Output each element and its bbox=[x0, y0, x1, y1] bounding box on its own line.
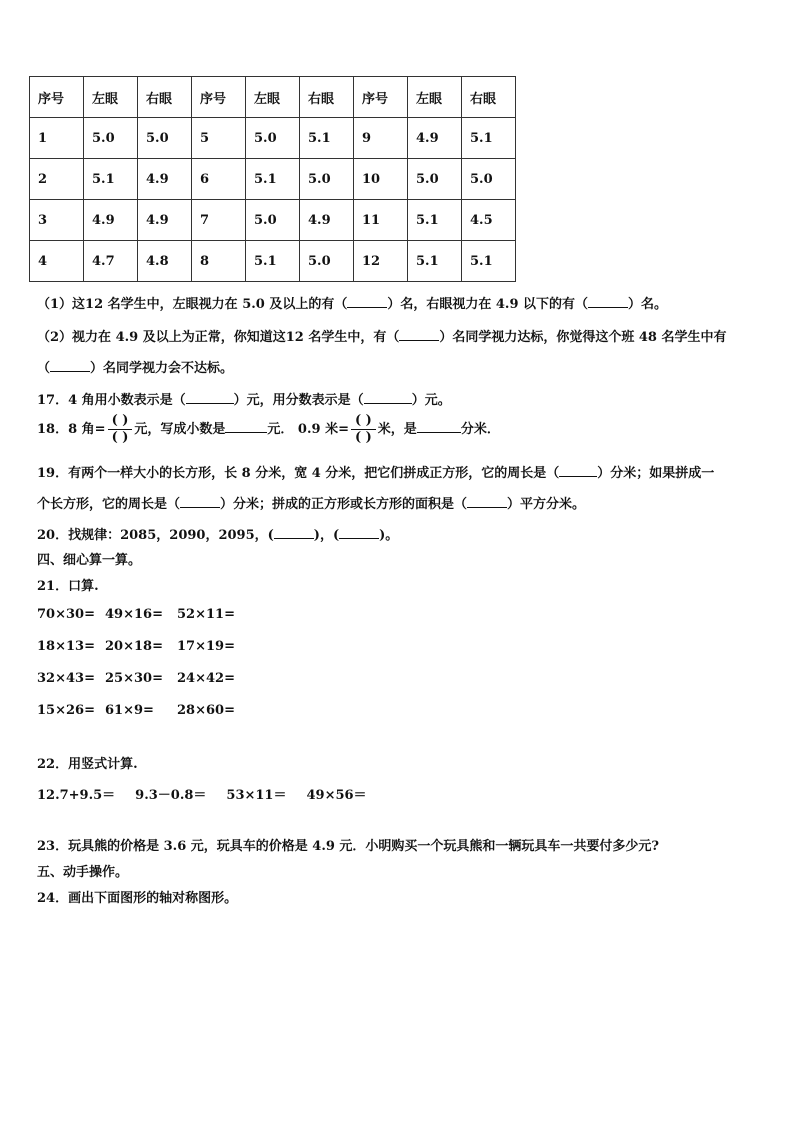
q16-p2-text-a: （2）视力在 4.9 及以上为正常，你知道这12 名学生中，有（ bbox=[37, 330, 400, 345]
q21-title: 21．口算. bbox=[37, 579, 99, 594]
table-cell: 4.5 bbox=[462, 200, 516, 241]
q17-text-b: ）元，用分数表示是（ bbox=[233, 393, 364, 408]
q16-p2-text-d: ）名同学视力会不达标。 bbox=[90, 361, 234, 376]
vision-table-body bbox=[30, 77, 516, 282]
table-row bbox=[30, 118, 516, 159]
q18-text-d: 米，是 bbox=[377, 422, 417, 437]
table-cell: 4.9 bbox=[138, 200, 192, 241]
table-cell: 4.7 bbox=[84, 241, 138, 282]
table-cell: 7 bbox=[192, 200, 246, 241]
vision-table bbox=[29, 76, 516, 282]
table-cell: 12 bbox=[354, 241, 408, 282]
mental-math-item: 17×19= bbox=[177, 639, 235, 654]
mental-math-item: 32×43= bbox=[37, 671, 95, 686]
q18-text-c: 元． 0.9 米= bbox=[267, 422, 349, 437]
table-cell: 5.1 bbox=[462, 241, 516, 282]
mental-math-item: 52×11= bbox=[177, 607, 235, 622]
table-cell: 6 bbox=[192, 159, 246, 200]
q20-text-a: 20．找规律：2085，2090，2095，( bbox=[37, 528, 274, 543]
fraction[interactable] bbox=[351, 413, 376, 446]
table-cell: 3 bbox=[30, 200, 84, 241]
mental-math-item: 24×42= bbox=[177, 671, 235, 686]
q19-text-e: ）平方分米。 bbox=[507, 497, 586, 512]
table-row bbox=[30, 241, 516, 282]
table-cell: 5.0 bbox=[84, 118, 138, 159]
answer-blank[interactable] bbox=[417, 420, 461, 433]
table-header-row bbox=[30, 77, 516, 118]
q16-p2-text-b: ）名同学视力达标，你觉得这个班 48 名学生中有 bbox=[439, 330, 727, 345]
answer-blank[interactable] bbox=[467, 495, 507, 508]
table-cell: 5.0 bbox=[300, 159, 354, 200]
fraction[interactable] bbox=[108, 413, 133, 446]
table-cell: 5.0 bbox=[300, 241, 354, 282]
table-header-cell: 右眼 bbox=[138, 77, 192, 118]
mental-math-item: 25×30= bbox=[105, 671, 163, 686]
table-cell: 5.1 bbox=[462, 118, 516, 159]
table-cell: 9 bbox=[354, 118, 408, 159]
fraction-numerator: ( ) bbox=[351, 413, 376, 430]
answer-blank[interactable] bbox=[559, 464, 597, 477]
table-cell: 4.9 bbox=[408, 118, 462, 159]
table-cell: 10 bbox=[354, 159, 408, 200]
table-cell: 1 bbox=[30, 118, 84, 159]
section-5-heading: 五、动手操作。 bbox=[37, 865, 129, 880]
mental-math-item: 15×26= bbox=[37, 703, 95, 718]
q24: 24．画出下面图形的轴对称图形。 bbox=[37, 891, 238, 906]
mental-math-item: 49×16= bbox=[105, 607, 163, 622]
table-header-cell: 右眼 bbox=[462, 77, 516, 118]
calc-item: 53×11＝ bbox=[226, 788, 287, 803]
calc-item: 12.7+9.5＝ bbox=[37, 788, 116, 803]
q22-title: 22．用竖式计算. bbox=[37, 757, 138, 772]
table-header-cell: 序号 bbox=[30, 77, 84, 118]
q19-line1 bbox=[37, 462, 714, 481]
table-cell: 5.0 bbox=[138, 118, 192, 159]
q19-line2 bbox=[37, 493, 585, 512]
q19-text-c: 个长方形，它的周长是（ bbox=[37, 497, 181, 512]
calc-item: 9.3－0.8＝ bbox=[135, 788, 207, 803]
table-cell: 4.9 bbox=[84, 200, 138, 241]
mental-math-item: 18×13= bbox=[37, 639, 95, 654]
table-cell: 5.1 bbox=[246, 159, 300, 200]
q20-text-c: )。 bbox=[379, 528, 399, 543]
q16-p2-text-c: （ bbox=[37, 361, 51, 376]
q16-p1-text-a: （1）这12 名学生中，左眼视力在 5.0 及以上的有（ bbox=[37, 297, 348, 312]
table-cell: 5 bbox=[192, 118, 246, 159]
answer-blank[interactable] bbox=[364, 391, 412, 404]
table-cell: 5.1 bbox=[84, 159, 138, 200]
q18-text-a: 18．8 角= bbox=[37, 422, 106, 437]
q23: 23．玩具熊的价格是 3.6 元，玩具车的价格是 4.9 元．小明购买一个玩具熊和一辆玩具车一共要付多少元? bbox=[37, 839, 660, 854]
q17 bbox=[37, 389, 451, 408]
table-cell: 4.8 bbox=[138, 241, 192, 282]
fraction-denominator: ( ) bbox=[111, 430, 129, 445]
q17-text-a: 17．4 角用小数表示是（ bbox=[37, 393, 186, 408]
mental-math-item: 70×30= bbox=[37, 607, 95, 622]
table-header-cell: 序号 bbox=[354, 77, 408, 118]
table-cell: 4.9 bbox=[138, 159, 192, 200]
q19-text-a: 19．有两个一样大小的长方形，长 8 分米，宽 4 分米，把它们拼成正方形，它的周长是（ bbox=[37, 466, 560, 481]
table-cell: 8 bbox=[192, 241, 246, 282]
table-cell: 11 bbox=[354, 200, 408, 241]
fraction-numerator: ( ) bbox=[108, 413, 133, 430]
q18-text-e: 分米． bbox=[460, 422, 500, 437]
q16-part1 bbox=[37, 293, 667, 312]
table-header-cell: 左眼 bbox=[408, 77, 462, 118]
mental-math-item: 28×60= bbox=[177, 703, 235, 718]
q20 bbox=[37, 524, 398, 543]
answer-blank[interactable] bbox=[274, 526, 314, 539]
calc-item: 49×56＝ bbox=[306, 788, 367, 803]
answer-blank[interactable] bbox=[339, 526, 379, 539]
answer-blank[interactable] bbox=[186, 391, 234, 404]
written-calc-row bbox=[37, 784, 367, 803]
q16-p1-text-c: ）名。 bbox=[628, 297, 668, 312]
q18-text-b: 元，写成小数是 bbox=[134, 422, 226, 437]
table-header-cell: 序号 bbox=[192, 77, 246, 118]
table-header-cell: 左眼 bbox=[84, 77, 138, 118]
table-cell: 4 bbox=[30, 241, 84, 282]
answer-blank[interactable] bbox=[588, 295, 628, 308]
mental-math-item: 20×18= bbox=[105, 639, 163, 654]
q20-text-b: )，( bbox=[313, 528, 340, 543]
answer-blank[interactable] bbox=[180, 495, 220, 508]
q19-text-b: ）分米；如果拼成一 bbox=[597, 466, 715, 481]
q16-part2-line2 bbox=[37, 357, 233, 376]
table-cell: 2 bbox=[30, 159, 84, 200]
table-header-cell: 右眼 bbox=[300, 77, 354, 118]
table-cell: 5.1 bbox=[408, 200, 462, 241]
mental-math-item: 61×9= bbox=[105, 703, 154, 718]
table-row bbox=[30, 159, 516, 200]
table-cell: 5.1 bbox=[408, 241, 462, 282]
q17-text-c: ）元。 bbox=[411, 393, 451, 408]
table-cell: 5.0 bbox=[408, 159, 462, 200]
table-header-cell: 左眼 bbox=[246, 77, 300, 118]
q18 bbox=[37, 413, 500, 446]
table-cell: 5.1 bbox=[300, 118, 354, 159]
table-cell: 5.1 bbox=[246, 241, 300, 282]
answer-blank[interactable] bbox=[225, 420, 267, 433]
table-cell: 5.0 bbox=[246, 118, 300, 159]
q16-part2-line1 bbox=[37, 326, 727, 345]
table-cell: 4.9 bbox=[300, 200, 354, 241]
answer-blank[interactable] bbox=[347, 295, 387, 308]
section-4-heading: 四、细心算一算。 bbox=[37, 553, 142, 568]
fraction-denominator: ( ) bbox=[354, 430, 372, 445]
q19-text-d: ）分米；拼成的正方形或长方形的面积是（ bbox=[220, 497, 468, 512]
table-row bbox=[30, 200, 516, 241]
table-cell: 5.0 bbox=[246, 200, 300, 241]
answer-blank[interactable] bbox=[50, 359, 90, 372]
answer-blank[interactable] bbox=[399, 328, 439, 341]
table-cell: 5.0 bbox=[462, 159, 516, 200]
q16-p1-text-b: ）名，右眼视力在 4.9 以下的有（ bbox=[387, 297, 589, 312]
